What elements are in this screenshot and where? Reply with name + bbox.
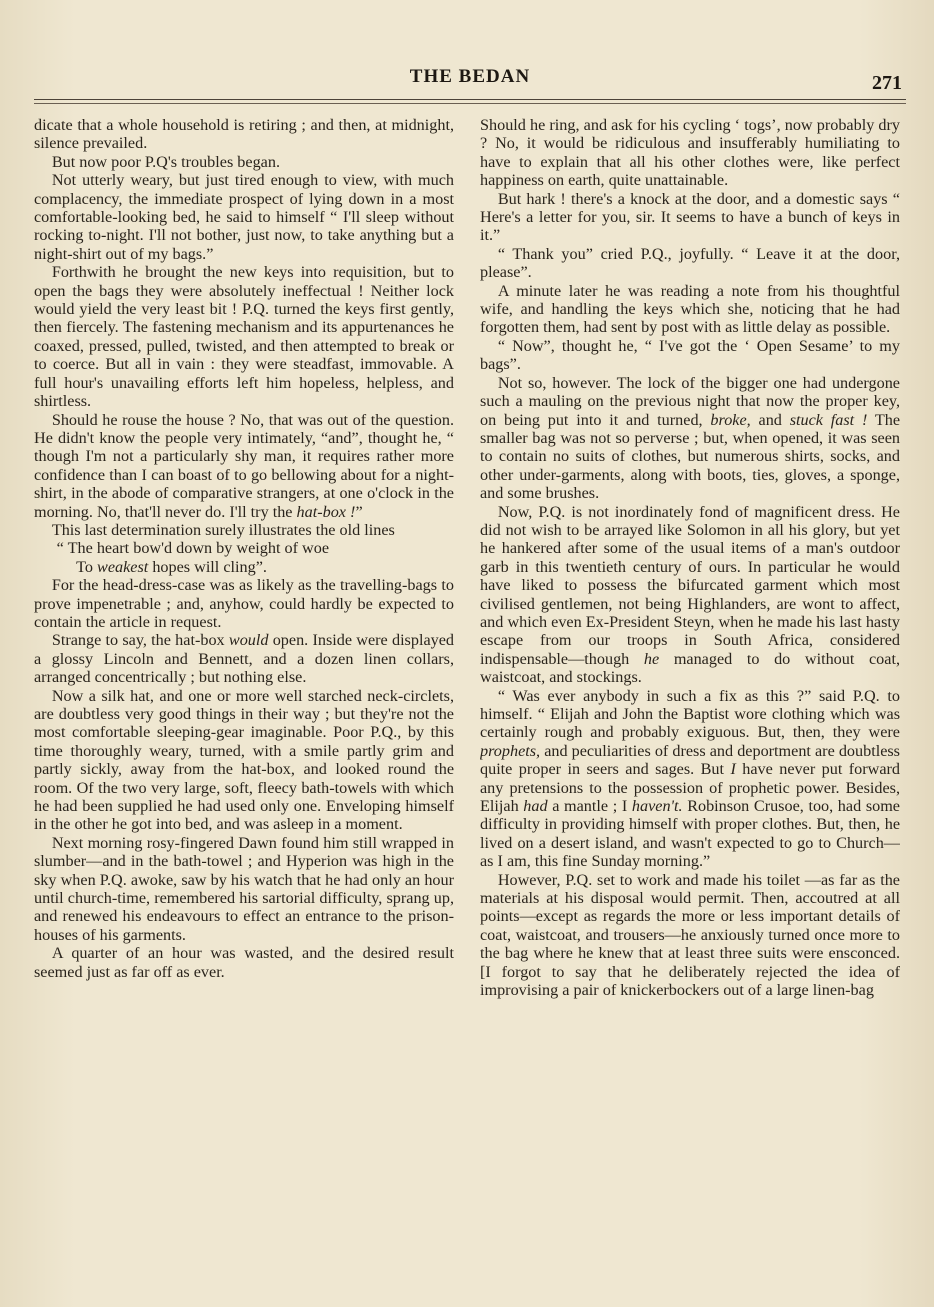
page-number: 271 <box>872 72 902 94</box>
paragraph-text: a mantle ; I <box>547 797 632 816</box>
left-column <box>34 116 454 1266</box>
paragraph <box>34 411 454 521</box>
paragraph: But now poor P.Q's troubles began. <box>51 152 280 171</box>
paragraph: Next morning rosy-fingered Dawn found him still wrapped in slumber—and in the bath-towel ; and Hyperion was high in the sky when P.Q. awoke, saw by his watch that he had only an hour until church-time, remembered his sartorial difficulty, sprang up, and renewed his endeavours to effect an entrance to the prison-houses of his garments. <box>34 833 454 944</box>
paragraph <box>480 687 900 871</box>
paragraph-text: open. Inside were displayed a glossy Lincoln and Bennett, and a dozen linen collars, arranged concentrically ; but nothing else. <box>34 631 454 687</box>
header-rule-thin <box>34 103 906 104</box>
paragraph-text: Strange to say, the hat-box <box>51 631 225 650</box>
paragraph: “ Thank you” cried P.Q., joyfully. “ Leave it at the door, please”. <box>480 244 900 282</box>
paragraph-text: Should he rouse the house ? No, that was out of the question. He didn't know the people very intimately, “and”, thought he, “ though I'm not a particularly shy man, it requires rather more confidence than I can boast of to go bellowing about for a night-shirt, in the abode of comparative strangers, at one o'clock in the morning. No, that'll never do. I'll try the <box>34 410 454 521</box>
paragraph <box>480 374 900 503</box>
paragraph: dicate that a whole household is retiring ; and then, at midnight, silence prevailed. <box>34 116 454 153</box>
verse-line: “ The heart bow'd down by weight of woe <box>56 539 330 558</box>
italic-text: stuck fast ! <box>789 410 868 429</box>
paragraph: For the head-dress-case was as likely as the travelling-bags to prove impenetrable ; and, anyhow, could hardly be expected to contain the article in request. <box>34 576 454 631</box>
italic-text: hat-box ! <box>296 502 356 521</box>
italic-text: prophets, <box>480 741 541 760</box>
paragraph-text: The smaller bag was not so perverse ; but, when opened, it was seen to contain no suits of clothes, but numerous shirts, socks, and other under-garments, along with boots, ties, gloves, a sponge, and some brushes. <box>480 410 900 503</box>
paragraph-text: ” <box>355 502 363 521</box>
verse-line <box>34 558 454 576</box>
paragraph-text: “ Was ever anybody in such a fix as this ?” said P.Q. to himself. “ Elijah and John the Baptist wore clothing which was certainly rough and probably exiguous. But, then, they were <box>480 686 900 742</box>
paragraph: “ Now”, thought he, “ I've got the ‘ Open Sesame’ to my bags”. <box>480 336 900 374</box>
italic-text: he <box>643 649 660 668</box>
paragraph-text: managed to do without coat, waistcoat, and stockings. <box>480 649 900 687</box>
paragraph <box>480 503 900 687</box>
italic-text: I <box>730 760 736 779</box>
paragraph: A minute later he was reading a note from his thoughtful wife, and handling the keys which she, noticing that he had forgotten them, had sent by post with as little delay as possible. <box>480 281 900 337</box>
paragraph: A quarter of an hour was wasted, and the desired result seemed just as far off as ever. <box>34 944 454 981</box>
paragraph: Forthwith he brought the new keys into requisition, but to open the bags they were absolutely ineffectual ! Neither lock would yield the very least bit ! P.Q. turned the keys first gently, then fiercely. The fastening mechanism and its appurtenances he coaxed, pressed, pulled, twisted, and then attempted to break or to coerce. But all in vain : they were steadfast, immovable. A full hour's unavailing efforts left him hopeless, helpless, and shirtless. <box>34 263 454 411</box>
header-rule <box>34 99 906 100</box>
right-column <box>480 116 900 1266</box>
paragraph-text: Not so, however. The lock of the bigger one had undergone such a mauling on the previous night that now the proper key, on being put into it and turned, <box>480 373 900 429</box>
italic-text: would <box>228 631 269 650</box>
paragraph-text: Robinson Crusoe, too, had some difficulty in providing himself with proper clothes. But, then, he lived on a desert island, and wasn't expected to go to Church—as I am, this fine Sunday morning.” <box>480 797 900 871</box>
paragraph <box>34 631 454 686</box>
running-title: THE BEDAN <box>409 66 531 87</box>
verse-text: hopes will cling”. <box>148 557 267 576</box>
italic-text: haven't. <box>631 797 683 816</box>
paragraph-text: have never put forward any pretensions to the possession of prophetic power. Besides, Elijah <box>480 760 900 816</box>
paragraph: However, P.Q. set to work and made his toilet —as far as the materials at his disposal would permit. Then, accoutred at all points—except as regards the more or less important details of coat, waistcoat, and trousers—he anxiously turned once more to the bag where he knew that at least three suits were ensconced. [I forgot to say that he deliberately rejected the idea of improvising a pair of knickerbockers out of a large linen-bag <box>480 870 900 1000</box>
verse-text: To <box>76 557 93 576</box>
italic-text: had <box>523 797 548 816</box>
paragraph: Now a silk hat, and one or more well starched neck-circlets, are doubtless very good things in their way ; but they're not the most comfortable sleeping-gear imaginable. Poor P.Q., by this time thoroughly weary, turned, with a smile partly grim and partly sickly, away from the hat-box, and looked round the room. Of the two very large, soft, fleecy bath-towels with which he had been supplied he had used only one. Enveloping himself in the other he got into bed, and was asleep in a moment. <box>34 686 454 834</box>
paragraph: Should he ring, and ask for his cycling ‘ togs’, now probably dry ? No, it would be ridiculous and insufferably humiliating to have to explain that all his other clothes were, like perfect happiness on earth, quite unattainable. <box>480 116 900 190</box>
paragraph: Not utterly weary, but just tired enough to view, with much complacency, the immediate prospect of lying down in a most comfortable-looking bed, he said to himself “ I'll sleep without rocking to-night. I'll not bother, just now, to take anything but a night-shirt out of my bags.” <box>34 171 454 263</box>
italic-text: broke, <box>710 410 751 429</box>
paragraph: But hark ! there's a knock at the door, and a domestic says “ Here's a letter for you, sir. It seems to have a bunch of keys in it.” <box>480 189 900 245</box>
paragraph-text: Now, P.Q. is not inordinately fond of magnificent dress. He did not wish to be arrayed like Solomon in all his glory, but yet he hankered after some of the usual items of a man's outdoor garb in this twentieth century of ours. In particular he would have liked to possess the bifurcated garment which most civilised gentlemen, not being Highlanders, are wont to affect, and which even Ex-President Steyn, when he made his last hasty escape from our troops in South Africa, considered indispensable—though <box>480 502 900 668</box>
page-header <box>34 66 906 96</box>
italic-text: weakest <box>97 557 149 576</box>
paragraph-text: and <box>750 410 790 429</box>
paragraph-text: and peculiarities of dress and deportment are doubtless quite proper in seers and sages. But <box>480 741 900 779</box>
paragraph: This last determination surely illustrates the old lines <box>51 520 395 539</box>
